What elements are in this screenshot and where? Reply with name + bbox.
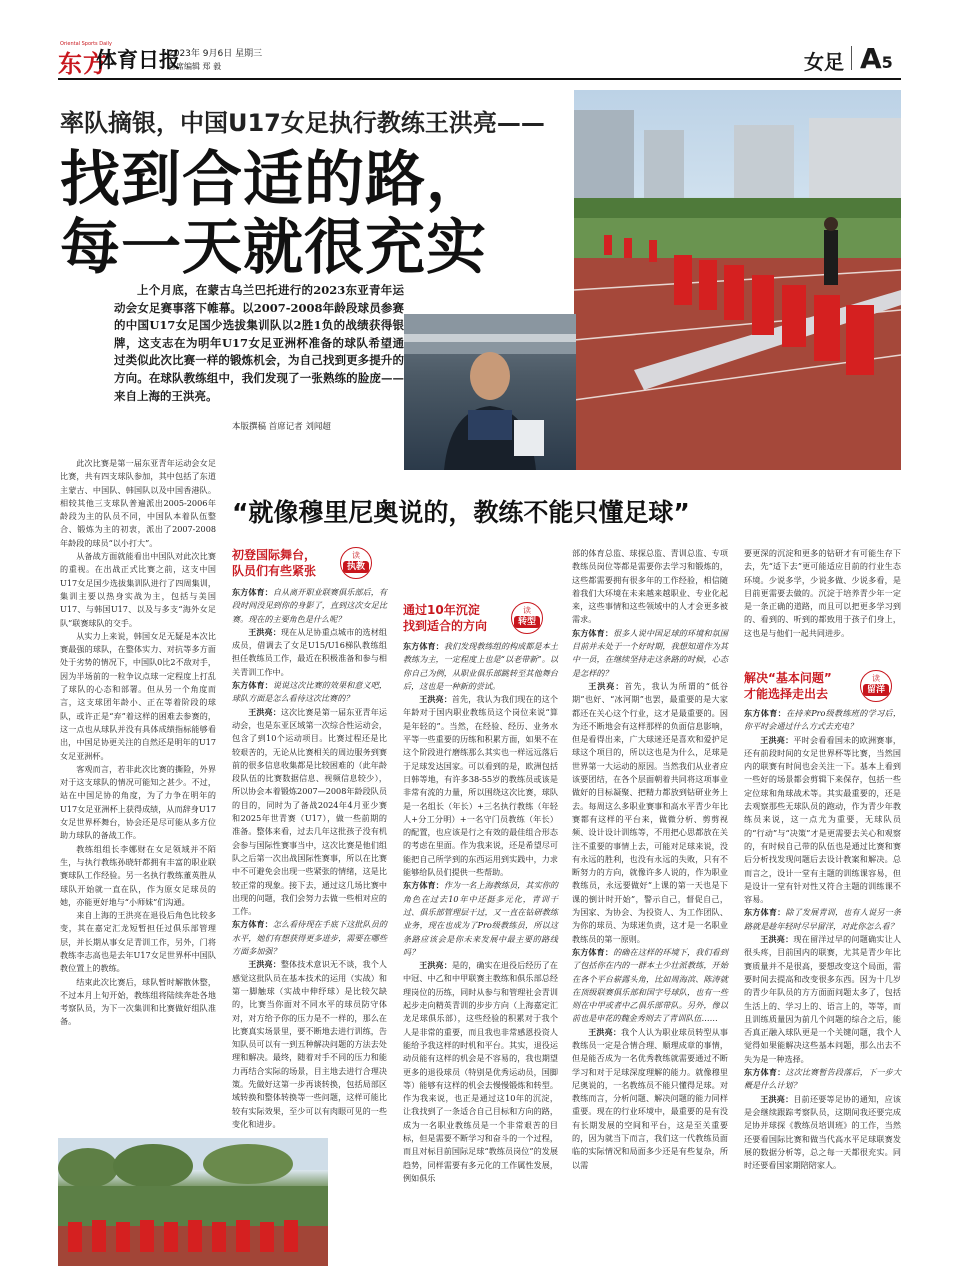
subhead-3 — [744, 670, 904, 702]
qa-answer — [744, 734, 901, 907]
qa-speaker: 东方体育： — [403, 641, 444, 651]
section-divider — [851, 46, 852, 70]
coach-photo — [404, 314, 576, 470]
col1-paragraph: 客观而言，若非此次比赛的撕险，外界对于这支球队的情况可能知之甚少。不过，站在中国足协的角度，为了力争在明年的U17女足亚洲杯上获得成绩，从而辞身U17女足世界杯舞台，协会还是尽可能从多方位助力球队的备战工作。 — [60, 763, 216, 841]
read-badge-bottom: 留洋 — [863, 684, 889, 696]
masthead-rule — [58, 78, 901, 80]
qa-question — [744, 707, 901, 734]
qa-question — [744, 906, 901, 933]
qa-text: 我们发现教练组的构成都是本土教练为主，一定程度上也是“以老带新”。以你自己为例，从职业俱乐部跳转至其他舞台后，这也是一种新的尝试。 — [403, 641, 558, 691]
qa-speaker: 东方体育： — [744, 708, 786, 718]
qa-question — [232, 918, 387, 958]
masthead-logo-red: 东方 — [58, 50, 108, 78]
read-badge-bottom: 转型 — [514, 616, 540, 628]
qa-question — [572, 946, 728, 1026]
qa-speaker: 王洪亮： — [760, 1093, 794, 1104]
qa-text: 的确在这样的环境下，我们看到了包括你在内的一群本土少壮派教练，开始在各个平台崭露头角，比如周海滨、陈涛就在顶级联赛俱乐部和国字号球队，也有一些则在中甲或者中乙俱乐部带队。另外，像以前也是申花的魏金秀则去了青训队伍…… — [572, 946, 728, 1024]
subhead-1 — [232, 547, 392, 579]
qa-question — [232, 679, 387, 706]
subhead-1-line-2: 队员们有些紧张 — [232, 564, 317, 578]
qa-speaker: 王洪亮： — [248, 626, 281, 637]
qa-text: 整体技术意识无不谈，我个人感觉这批队员在基本技术的运用（实战）和第一脚触球（实战中伸纾球）是比较欠缺的，比赛当你面对不同水平的球员防守体对，对方给予你的压力是不一样的，那么在比赛真实场景里，要不断地去进行训练，告知队员可以有一到五种解决问题的方法去处理和解决。最终，随着对手不同的压力和能力再结合实际的场景，目主地去进行合理决策。先做好这第一步再谈转换，包括局部区域转换和整体转换等一些问题，这样可能比较有实际效果，至少可以有肉眼可见的一些变化和进步。 — [232, 959, 387, 1129]
read-badge — [511, 602, 543, 634]
qa-speaker: 东方体育： — [572, 627, 614, 638]
qa-speaker: 东方体育： — [232, 587, 273, 597]
qa-answer-cont — [572, 547, 728, 627]
column-1 — [60, 457, 216, 1029]
training-photo-illustration — [574, 90, 901, 470]
qa-text: 部的体育总监、球探总监、青训总监、专项教练员岗位等都是需要你去学习和锻炼的，这些都需要拥有很多年的工作经验，相信随着我们大环境在未来越来越职业、专业化起来，这些事情和这些领域中的人才会更多被需求。 — [572, 548, 728, 625]
qa-text: 很多人说中国足球的环境和氛围目前并未处于一个好时期，我想知道作为其中一员，在继续坚持走这条路的时候，心态是怎样的？ — [572, 627, 728, 678]
qa-text: 首先，我认为所谓的“低谷期”也好、“冰河期”也罢，最重要的是大家都还在关心这个行业，这才是最重要的。因为还不断地会有这样那样的负面信息影响，但是看得出来，广大球迷还是喜欢和爱护足球这个项目的，所以这也是为什么，足球是世界第一大运动的原因。当然我们从业者应该要团结，在各个层面朝着共同将这项事业做好的目标凝聚、把精力都放到钻研业务上去。每周这么多职业赛事和高水平青少年比赛都有这样的平台来，做微分析、剪剪视频、设计设计训练等，不用把心思都放在关注不重要的事情上去，可能对足球来说，没有永远的胜利，也没有永远的失败，只有不断努力的方向，就像许多人说的，作为职业教练员，永远要做好“上课的第一天也是下课的倒计时开始”，警示自己，督促自己，为国家、为协会、为投资人、为工作团队、为你的球员、为球迷负责，这才是一名职业教练员的第一原则。 — [572, 680, 728, 944]
qa-text: 在持来Pro级教练班的学习后，你平时会通过什么方式去充电？ — [744, 708, 901, 732]
column-2 — [232, 586, 387, 1131]
qa-speaker: 东方体育： — [744, 907, 786, 918]
qa-text: 现在留洋过早的问题确实让人很头疼，目前国内的联赛，尤其是青少年比赛质量并不是很高，要想改变这个局面，需要时间去提高和改变很多东西。因为十几岁的青少年队员的方方面面问题太多了，包括生活上的、学习上的、语言上的，等等，而且训练质量因为前几个问题的综合之后，能否真正融入球队更是一个关键问题，我个人觉得如果能解决这些基本问题，那么出去不失为是一种选择。 — [744, 934, 901, 1064]
headline-line-2: 每一天就很充实 — [60, 213, 487, 283]
team-photo — [58, 1138, 328, 1266]
subhead-1-line-1: 初登国际舞台， — [232, 548, 317, 562]
qa-speaker: 王洪亮： — [760, 734, 794, 745]
qa-answer — [572, 1026, 728, 1172]
qa-text: 我个人认为职业球员转型从事教练员一定是合情合理、顺理成章的事情，但是能否成为一名优秀教练就需要通过不断学习和对于足球深度理解的能力。就像穆里尼奥说的，一名教练员不能只懂得足球。对教练而言，分析问题、解决问题的能力同样重要。现在的行业环境中，最重要的是有没有长期发展的空间和平台，这是至关重要的，因为就当下而言，我们这一代教练员面临的实际情况和局面多少还是有些复杂，所以需 — [572, 1026, 728, 1170]
qa-speaker: 王洪亮： — [248, 706, 281, 717]
col5-continuation: 要更深的沉淀和更多的钻研才有可能生存下去，先“适下去”更可能适应目前的行业生态环境。少说多学，少说多做、少说多看，是目前更需要去做的。沉淀于培养青少年一定是一条正确的道路，而且可以把更多学习到的、看到的、听到的都致用于孩子们身上，这也是与他们一起共同进步。 — [744, 548, 901, 638]
headline-line-1: 找到合适的路， — [60, 145, 487, 215]
qa-answer — [403, 959, 558, 1185]
qa-speaker: 王洪亮： — [588, 1026, 622, 1037]
qa-text: 怎么看待现在手底下这批队员的水平，她们有想获得更多进步，需要在哪些方面多加强？ — [232, 919, 387, 957]
qa-answer — [232, 958, 387, 1131]
qa-answer — [232, 626, 387, 679]
qa-text: 平时会看看国未的欧洲赛事，还有前段时间的女足世界杯等比赛，当然国内的联赛有时间也会关注一下。基本上看到一些好的场景都会剪辑下来保存，包括一些定位球和角球战术等。其实最重要的，还是去观察那些无球队员的跑动，作为青少年教练员来说，这一点尤为重要，无球队员的“行动”与“决策”才是更需要去关心和观察的，有时候自己带的队伍也是通过比赛和赛后分析找发现问题后去设计教案和解决。总而言之，设计一堂有主题的训练课容易，但是设计一堂有针对性又符合主题的训练课不容易。 — [744, 734, 901, 905]
kicker: 率队摘银，中国U17女足执行教练王洪亮—— — [60, 109, 545, 137]
read-badge-top: 读 — [872, 674, 880, 683]
qa-text: 这次比赛暂告段落后，下一步大概是什么计划？ — [744, 1067, 901, 1091]
team-photo-illustration — [58, 1138, 328, 1266]
qa-answer — [232, 706, 387, 919]
subhead-3-line-1: 解决“基本问题” — [744, 671, 832, 685]
qa-answer — [744, 1093, 901, 1173]
page-letter: A — [860, 42, 882, 75]
byline: 本版撰稿 首席记者 刘闻超 — [232, 422, 331, 432]
qa-speaker: 东方体育： — [744, 1067, 786, 1078]
subhead-2-line-1: 通过10年沉淀 — [403, 603, 480, 617]
masthead-subtitle: Oriental Sports Daily — [60, 41, 112, 47]
col1-paragraph: 结束此次比赛后，球队暂时解散休整，不过本月上旬开始，教练组将陆续奔赴各地考察队员，为下一次集训和比赛做好组队准备。 — [60, 976, 216, 1027]
column-5-top — [744, 547, 901, 640]
qa-speaker: 东方体育： — [572, 946, 614, 957]
qa-speaker: 王洪亮： — [419, 694, 452, 705]
qa-speaker: 王洪亮： — [588, 680, 625, 691]
qa-text: 作为一名上海教练员，其实你的角色在过去10年中还挺多元化，青训干过、俱乐部管理层干过，又一直在钻研教练业务，现在也成为了Pro级教练员，所以这条路应该会是你未来发展中最主要的路线吗？ — [403, 880, 558, 957]
qa-speaker: 王洪亮： — [760, 934, 794, 945]
qa-question — [744, 1066, 901, 1093]
qa-text: 现在从足协重点城市的选材组成员，借调去了女足U15/U16梯队教练组担任教练员工作，最近在积极准备和参与相关青训工作中。 — [232, 626, 387, 677]
subhead-2 — [403, 602, 563, 634]
read-badge — [860, 670, 892, 702]
page-number — [860, 42, 893, 75]
col1-paragraph: 此次比赛是第一届东亚青年运动会女足比赛，共有四支球队参加，其中包括了东道主蒙古、中国队、韩国队以及中国香港队。相较其他三支球队普遍派出2005-2006年龄段为主的队员不同，中国队本着队伍整合、锻炼为主的初衷，派出了2007-2008年龄段的球员“以小打大”。 — [60, 458, 216, 548]
headline — [60, 146, 487, 282]
subhead-3-line-2: 才能选择走出去 — [744, 687, 829, 701]
qa-speaker: 东方体育： — [232, 919, 273, 930]
qa-question — [232, 586, 387, 626]
qa-question — [403, 879, 558, 959]
qa-text: 目前还要等足协的通知，应该是会继续跟踪考察队员，这期间我还要完成足协并球探《教练员培训班》的工作，当然还要看国际比赛和做当代高水平足球联赛发展的数据分析等，总之每一天都很充实。同时还要看国家期陪陪家人。 — [744, 1093, 901, 1171]
subhead-2-line-2: 找到适合的方向 — [403, 619, 488, 633]
qa-answer — [403, 693, 558, 879]
col1-paragraph: 从实力上来说，韩国女足无疑是本次比赛最强的球队，在整体实力、对抗等多方面处于劣势的情况下，中国队0比2不敌对手，因为半场前的一粒争议点球一定程度上打乱了球队的心态和部署。但从另一个角度而言，这支球团年龄小、正在等着阶段的球队，或许正是“弃”着这样的困难去参赛的，这一点也从球队并没有具体成绩指标能够看出，中国足协更关注的自然还是明年的U17女足亚洲杯。 — [60, 630, 216, 761]
qa-speaker: 东方体育： — [403, 880, 444, 891]
qa-text: 说说这次比赛的效果和意义吧，球队方面是怎么看待这次比赛的？ — [232, 680, 387, 704]
qa-question — [403, 640, 558, 693]
col1-paragraph: 来自上海的王洪亮在退役后角色比较多变，其在嘉定汇龙短暂担任过俱乐部管理层，并长期从事女足青训工作，另外，门将教练李志高也是去年U17女足世界杯中国队教位置上的教练。 — [60, 910, 216, 974]
masthead-date: 2023年 9月6日 星期三 — [168, 49, 263, 59]
qa-answer — [744, 933, 901, 1066]
section-name: 女足 — [804, 50, 844, 74]
read-badge-top: 读 — [352, 551, 360, 560]
qa-speaker: 王洪亮： — [419, 960, 452, 971]
coach-photo-illustration — [404, 314, 576, 470]
qa-text: 这次比赛是第一届东亚青年运动会，也是东亚区域第一次综合性运动会，包含了到10个运动项目。比赛过程还是比较艰苦的，无论从比赛相关的周边服务到赛前的很多信息收集都是比较困难的（此年龄段队伍的比赛数据信息、视频信息较少），所以协会本着锻炼2007—2008年龄段队员的目的，同时为了备战2024年4月亚少赛和2025年世青赛（U17），做一些前期的准备。整体来看，过去几年这批孩子没有机会参与国际性赛事当中，这次比赛是他们组队之后第一次出战国际性赛事，所以在比赛中不可避免会出现一些紧张的情绪，这是比较正常的现象。接下去，通过这几场比赛中出现的问题，我们会努力去做一些相对应的工作。 — [232, 706, 387, 917]
training-photo — [574, 90, 901, 470]
col1-paragraph: 教练组组长李娜财在女足领域并不陌生，与执行教练孙晓轩都拥有丰富的职业联赛球队工作经验。另一名执行教练董英胜从球队开始就一直在队，作为原女足球员的她，亦能更好地与“小师妹”们沟通。 — [60, 843, 216, 907]
col1-paragraph: 从备战方面就能看出中国队对此次比赛的重视。在出战正式比赛之前，这支中国U17女足国少选拔集训队进行了四周集训，集训主要以热身实战为主，包括与美国U17、与韩国U17、以及与多支“海外女足队”联赛球队的交手。 — [60, 551, 216, 628]
qa-question — [572, 627, 728, 680]
qa-speaker: 王洪亮： — [248, 959, 281, 970]
read-badge-bottom: 执教 — [343, 561, 369, 573]
read-badge — [340, 547, 372, 579]
qa-answer — [572, 680, 728, 946]
masthead-editor: 首席编辑 郑 毅 — [168, 62, 222, 71]
column-3 — [403, 640, 558, 1185]
qa-text: 首先，我认为我们现在的这个年龄对于国内职业教练员这个岗位来说“算是年轻的”。当然，在经验、经历、业务水平等一些重要的历练和积累方面，如果不在这个阶段进行磨练那么其实也一样远远落后于足球发达国家。可以看到的是，欧洲包括日韩等地，有许多38-55岁的教练员或该是非常有流的力量，所以围绕这次比赛，球队是一名组长（年长）+三名执行教练（年轻人+分工分明）+一名守门员教练（年长）的配置，也应该是行之有效的最佳组合形态的考虑在里面。作为我来说，还是希望尽可能把自己所学到的东西运用到实践中，力求能够给队员们提供一些帮助。 — [403, 694, 558, 878]
page-digit: 5 — [881, 53, 893, 72]
lead-paragraph: 上个月底，在蒙古乌兰巴托进行的2023东亚青年运动会女足赛事落下帷幕。以2007-2008年龄段球员参赛的中国U17女足国少选拔集训队以2胜1负的战绩获得银牌，这支志在为明年U17女足亚洲杯准备的球队希望通过类似此次比赛一样的锻炼机会，为自己找到更多提升的方向。在球队教练组中，我们发现了一张熟练的脸庞——来自上海的王洪亮。 — [114, 283, 404, 403]
column-5 — [744, 707, 901, 1172]
read-badge-top: 读 — [523, 606, 531, 615]
pull-quote: “就像穆里尼奥说的，教练不能只懂足球” — [232, 498, 690, 527]
qa-text: 是的，确实在退役后经历了在中冠、中乙和中甲联赛主教练和俱乐部总经理岗位的历练，同时从参与和管理社会青训起步走向精英青训的步步方向（上海嘉定汇龙足球俱乐部），这些经验的积累对于我个人是非常的重要，而且我也非常感恩投资人能给予我这样的时机和平台。其实，退役运动员能有这样的机会是不容易的，我也期望更多的退役球员（特别是优秀运动员，国脚等）能够有这样的机会去慢慢锻炼和转型。作为我来说，也正是通过这10年的沉淀，让我找到了一条适合自己目标和方向的路，成为一名职业教练员是一个非常艰苦的目标，但是需要不断学习和奋斗的一个过程，而且对标目前国际足球“教练员岗位”的发展趋势，同样需要有多元化的工作属性发展，例如俱乐 — [403, 960, 558, 1183]
qa-speaker: 东方体育： — [232, 680, 273, 691]
qa-text: 自从离开职业联赛俱乐部后，有段时间没见到你的身影了，直到这次女足比赛。现在的主要角色是什么呢？ — [232, 587, 387, 624]
masthead-logo-black: 体育日报 — [96, 48, 180, 72]
column-4 — [572, 547, 728, 1172]
qa-text: 除了发展青训，也有人说另一条路就是趁年轻时尽早留洋，对此你怎么看？ — [744, 907, 901, 931]
